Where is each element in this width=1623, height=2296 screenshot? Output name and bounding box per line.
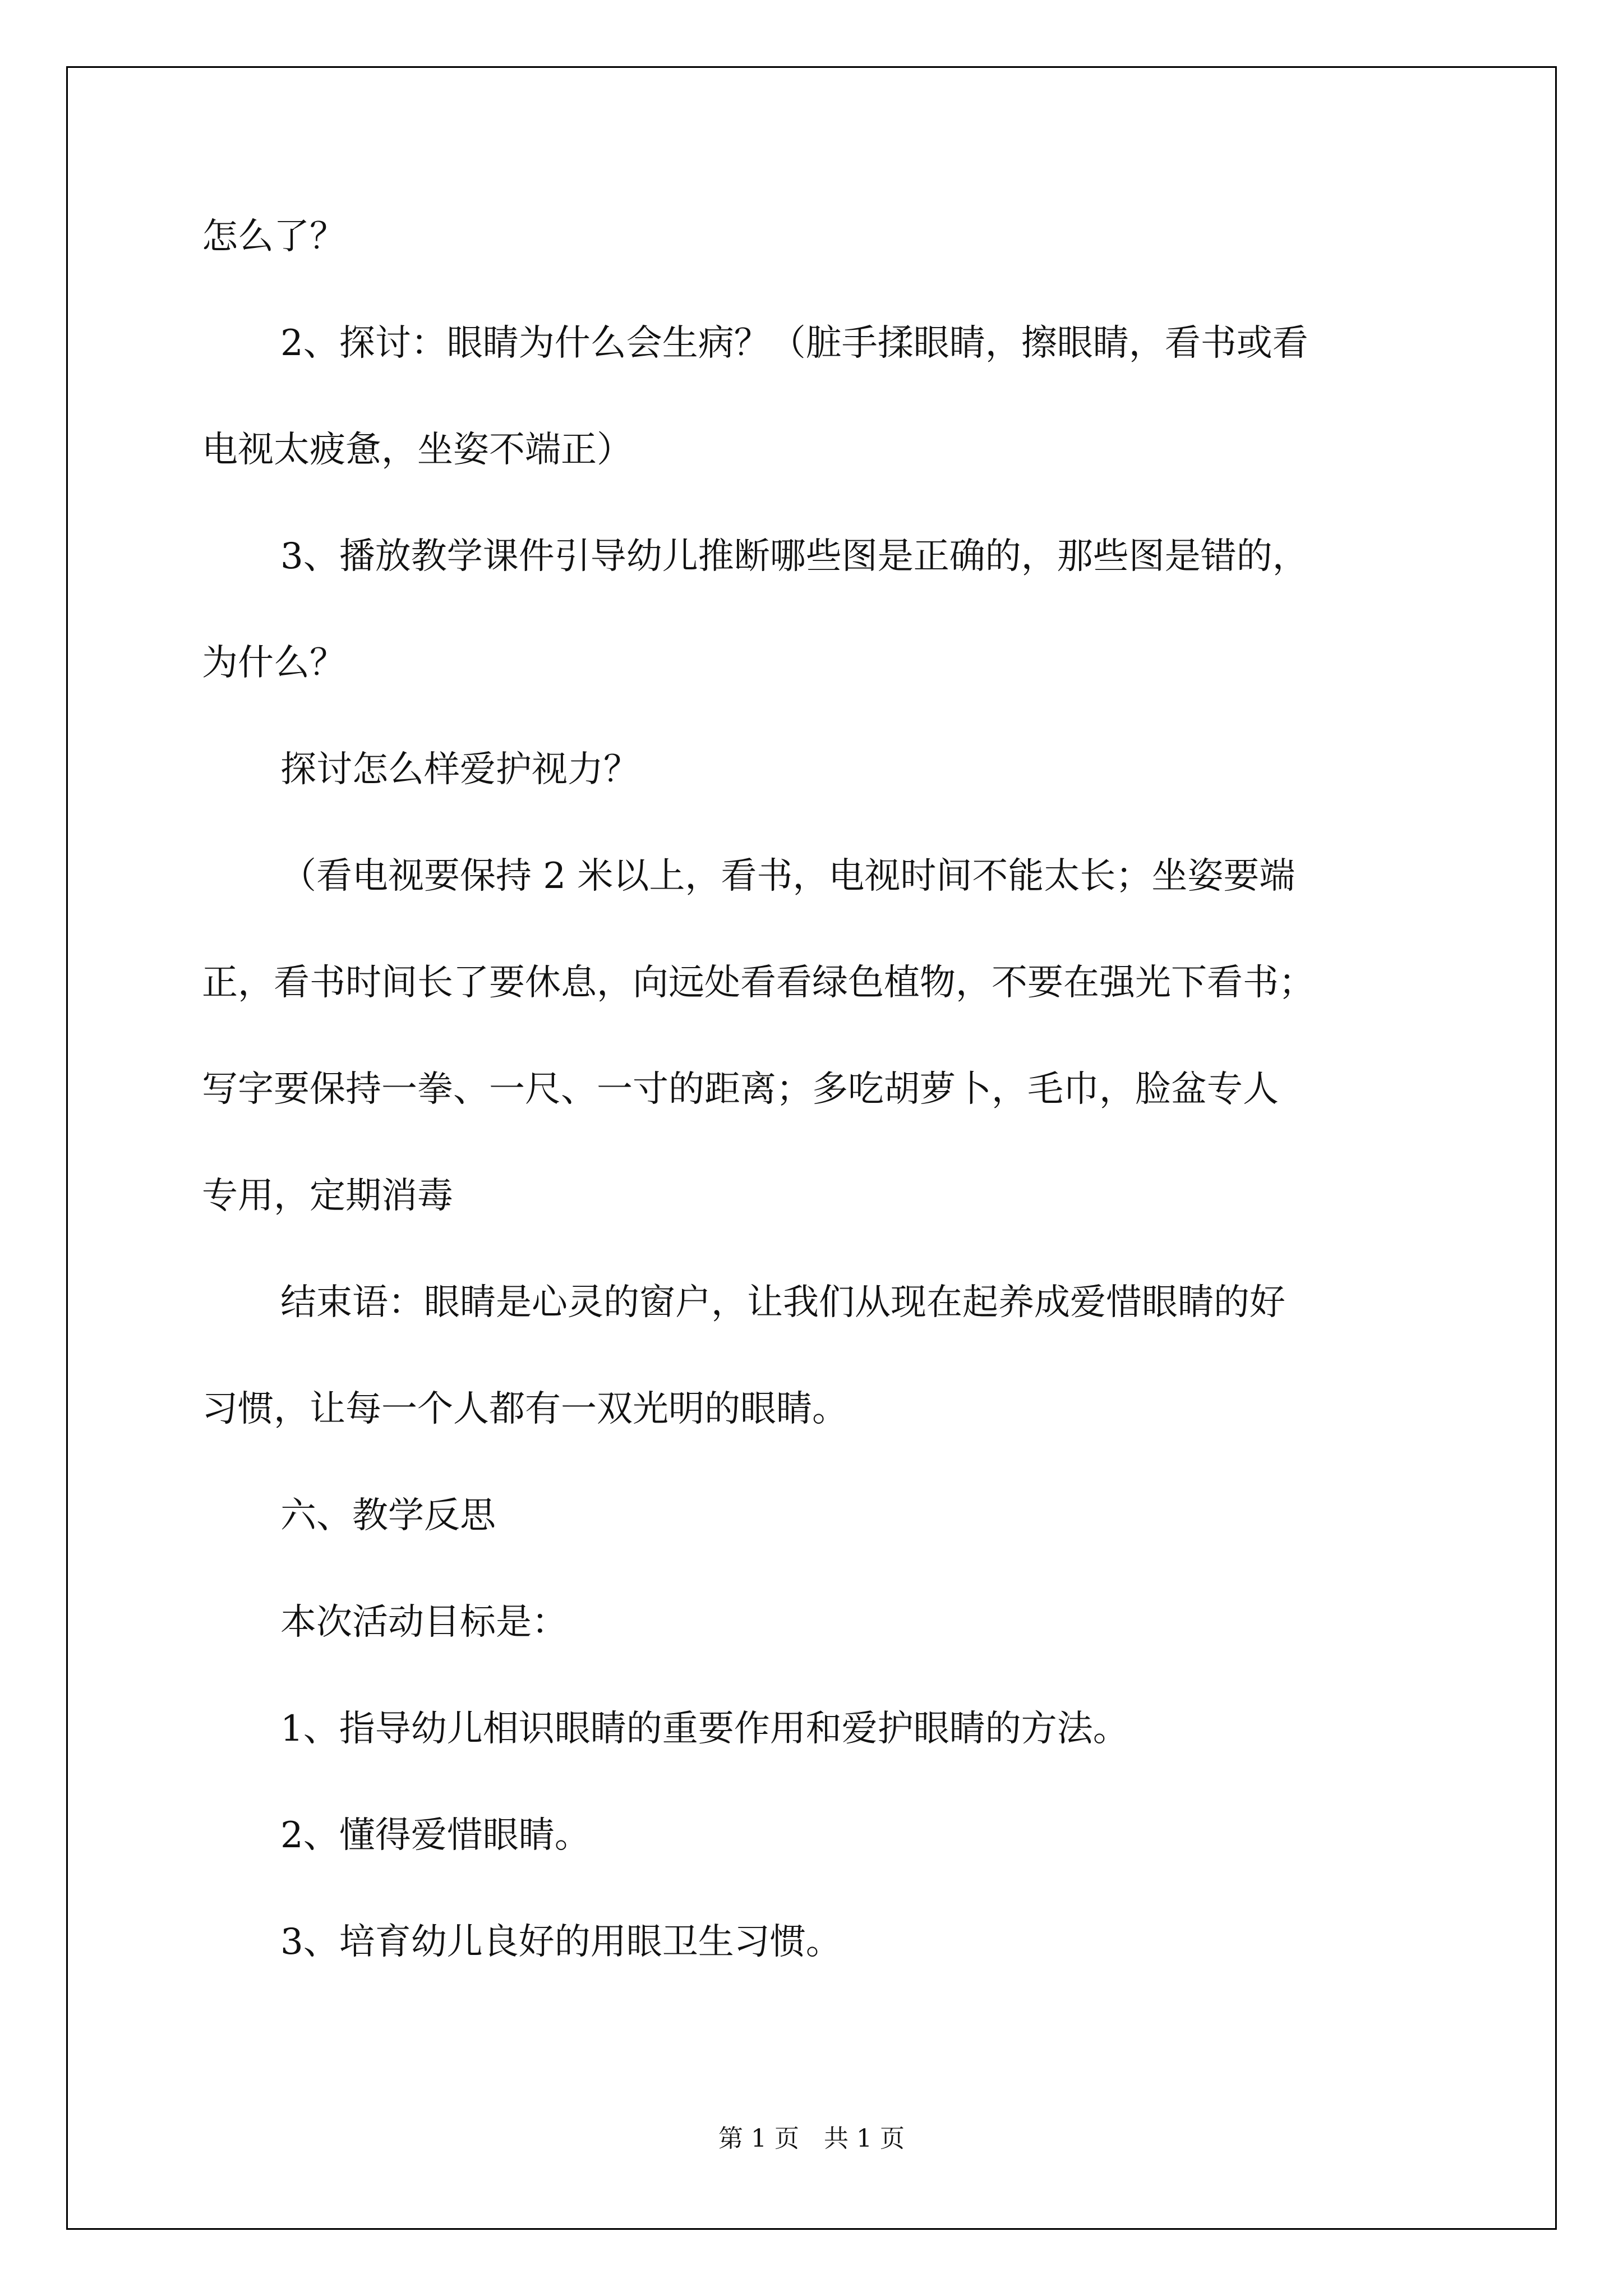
page-border (66, 66, 1557, 2230)
text-line: 2、探讨：眼睛为什么会生病？（脏手揉眼睛，擦眼睛，看书或看 (280, 323, 1308, 364)
text-line: 2、懂得爱惜眼睛。 (280, 1815, 591, 1856)
text-line: 专用，定期消毒 (202, 1175, 453, 1217)
text-line: （看电视要保持 2 米以上，看书，电视时间不能太长；坐姿要端 (280, 855, 1295, 897)
section-heading: 六、教学反思 (280, 1495, 496, 1536)
page-footer: 第 1 页 共 1 页 (718, 2124, 905, 2153)
text-line: 3、培育幼儿良好的用眼卫生习惯。 (280, 1921, 842, 1963)
text-line: 1、指导幼儿相识眼睛的重要作用和爱护眼睛的方法。 (280, 1708, 1129, 1750)
text-line: 结束语：眼睛是心灵的窗户，让我们从现在起养成爱惜眼睛的好 (280, 1282, 1285, 1323)
text-line: 电视太疲惫，坐姿不端正） (202, 429, 633, 471)
text-line: 3、播放教学课件引导幼儿推断哪些图是正确的，那些图是错的， (280, 536, 1308, 577)
text-line: 习惯，让每一个人都有一双光明的眼睛。 (202, 1388, 848, 1430)
text-line: 探讨怎么样爱护视力？ (280, 749, 639, 790)
text-line: 写字要保持一拳、一尺、一寸的距离；多吃胡萝卜，毛巾，脸盆专人 (202, 1069, 1279, 1110)
text-line: 怎么了？ (202, 216, 345, 257)
text-line: 为什么？ (202, 642, 345, 684)
text-line: 本次活动目标是： (280, 1602, 568, 1643)
text-line: 正，看书时间长了要休息，向远处看看绿色植物，不要在强光下看书； (202, 962, 1315, 1004)
